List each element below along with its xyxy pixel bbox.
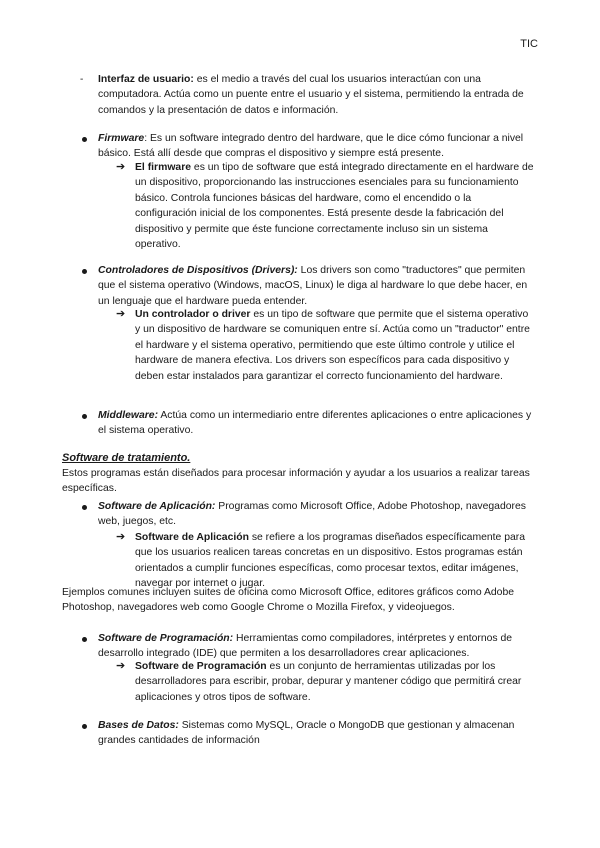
term-software-aplicacion-detail: Software de Aplicación xyxy=(135,532,249,543)
arrow-icon: ➔ xyxy=(116,660,126,672)
term-drivers: Controladores de Dispositivos (Drivers): xyxy=(98,265,298,276)
sub-item-software-programacion xyxy=(135,659,535,705)
list-item-firmware xyxy=(98,131,538,162)
bullet-icon xyxy=(82,505,87,510)
term-software-aplicacion: Software de Aplicación: xyxy=(98,501,216,512)
list-item-software-aplicacion xyxy=(98,499,538,530)
desc-controlador-driver: es un tipo de software que permite que el sistema operativo y un dispositivo de hardware se comuniquen entre sí. Actúa como un "traductor" entre el hardware y el sistema operativo, permitiendo que este último controle y utilice el hardware de manera efectiva. Los drivers son específicos para cada dispositivo y deben estar instalados para garantizar el correcto funcionamiento del hardware. xyxy=(135,309,530,382)
desc-software-aplicacion: Programas como Microsoft Office, Adobe Photoshop, navegadores web, juegos, etc. xyxy=(98,501,526,528)
term-firmware: Firmware xyxy=(98,133,145,144)
bullet-icon xyxy=(82,414,87,419)
list-item-drivers xyxy=(98,263,538,309)
bullet-icon xyxy=(82,724,87,729)
list-item-interfaz-usuario xyxy=(98,72,538,118)
list-item-bases-datos xyxy=(98,718,538,749)
term-software-programacion: Software de Programación: xyxy=(98,633,234,644)
sub-item-firmware xyxy=(135,160,535,252)
desc-el-firmware: es un tipo de software que está integrado directamente en el hardware de un dispositivo, proporcionando las instrucciones esenciales para su funcionamiento básico. Controla funciones básicas del hardware, como el encendido o la configuración inicial de los componentes. Está presente desde la fabricación del dispositivo y permite que éste funcione correctamente incluso sin un sistema operativo. xyxy=(135,162,534,251)
desc-drivers: Los drivers son como "traductores" que permiten que el sistema operativo (Windows, macOS, Linux) le diga al hardware lo que debe hacer, en un lenguaje que el hardware pueda entender. xyxy=(98,265,528,307)
desc-software-programacion: Herramientas como compiladores, intérpretes y entornos de desarrollo integrado (IDE) que permiten a los desarrolladores crear aplicaciones. xyxy=(98,633,513,660)
dash-marker: - xyxy=(80,74,84,85)
term-software-programacion-detail: Software de Programación xyxy=(135,661,267,672)
page-header-title: TIC xyxy=(520,38,538,50)
arrow-icon: ➔ xyxy=(116,531,126,543)
arrow-icon: ➔ xyxy=(116,161,126,173)
list-item-software-programacion xyxy=(98,631,538,662)
term-middleware: Middleware: xyxy=(98,410,159,421)
section-intro: Estos programas están diseñados para procesar información y ayudar a los usuarios a realizar tareas específicas. xyxy=(62,468,530,495)
desc-software-programacion-detail: es un conjunto de herramientas utilizadas por los desarrolladores para escribir, probar, depurar y mantener código que permitirá crear aplicaciones y otros tipos de software. xyxy=(135,661,522,703)
sub-item-driver xyxy=(135,307,535,384)
bullet-icon xyxy=(82,637,87,642)
term-el-firmware: El firmware xyxy=(135,162,192,173)
sub-item-software-aplicacion xyxy=(135,530,535,592)
list-item-middleware xyxy=(98,408,538,439)
section-heading: Software de tratamiento. xyxy=(62,452,191,464)
desc-software-aplicacion-detail: se refiere a los programas diseñados específicamente para que los usuarios realicen tareas concretas en un dispositivo. Estos programas están orientados a cumplir funciones específicas, como procesar textos, editar imágenes, navegar por internet o jugar. xyxy=(135,532,526,590)
arrow-icon: ➔ xyxy=(116,308,126,320)
examples-paragraph: Ejemplos comunes incluyen suites de oficina como Microsoft Office, editores gráficos como Adobe Photoshop, navegadores web como Google Chrome o Mozilla Firefox, y videojuegos. xyxy=(62,587,515,614)
term-interfaz-usuario: Interfaz de usuario: xyxy=(98,74,194,85)
term-bases-datos: Bases de Datos: xyxy=(98,720,179,731)
bullet-icon xyxy=(82,269,87,274)
desc-interfaz-usuario: es el medio a través del cual los usuarios interactúan con una computadora. Actúa como un puente entre el usuario y el sistema, permitiendo la entrada de comandos y la presentación de datos e información. xyxy=(98,74,524,116)
term-controlador-driver: Un controlador o driver xyxy=(135,309,251,320)
desc-bases-datos: Sistemas como MySQL, Oracle o MongoDB que gestionan y almacenan grandes cantidades de información xyxy=(98,720,515,747)
bullet-icon xyxy=(82,137,87,142)
desc-middleware: Actúa como un intermediario entre diferentes aplicaciones o entre aplicaciones y el sistema operativo. xyxy=(98,410,532,437)
desc-firmware: : Es un software integrado dentro del hardware, que le dice cómo funcionar a nivel básico. Está allí desde que compras el dispositivo y siempre está presente. xyxy=(98,133,524,160)
